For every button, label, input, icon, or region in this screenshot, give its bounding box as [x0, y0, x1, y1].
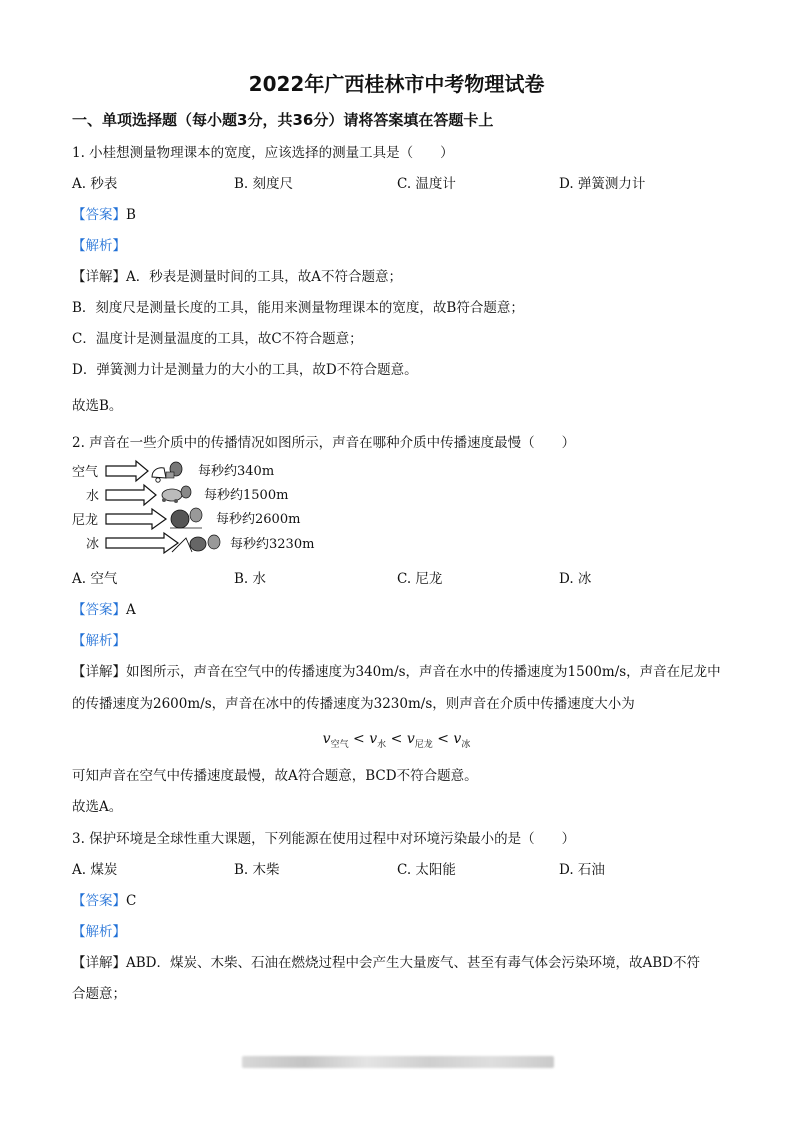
answer-value: B — [126, 207, 136, 223]
q2-stem: 2. 声音在一些介质中的传播情况如图所示，声音在哪种介质中传播速度最慢（ ） — [72, 435, 576, 451]
q3-option-a: A. 煤炭 — [72, 862, 118, 878]
arrow-icon — [106, 485, 156, 505]
q3-answer — [72, 889, 136, 909]
figure-speed-label: 每秒约340m — [198, 464, 275, 479]
formula-operator: < — [353, 731, 365, 747]
q2-options — [72, 567, 732, 587]
formula-subscript: 水 — [377, 739, 387, 750]
formula-symbol: v — [406, 731, 415, 747]
sound-speed-figure — [72, 456, 332, 560]
detail-text: 如图所示，声音在空气中的传播速度为340m/s，声音在水中的传播速度为1500m/s，声音在尼龙中 — [126, 664, 721, 680]
q1-options — [72, 172, 732, 192]
q2-option-c: C. 尼龙 — [397, 571, 443, 587]
q1-option-c: C. 温度计 — [397, 176, 456, 192]
q1-option-b: B. 刻度尺 — [234, 176, 294, 192]
detail-text: ABD．煤炭、木柴、石油在燃烧过程中会产生大量废气、甚至有毒气体会污染环境，故ABD不符 — [126, 955, 700, 971]
detail-tag: 【详解】 — [72, 955, 126, 971]
q1-conclusion: 故选B。 — [72, 398, 123, 414]
q1-stem: 1. 小桂想测量物理课本的宽度，应该选择的测量工具是（ ） — [72, 145, 454, 161]
formula-symbol: v — [369, 731, 378, 747]
formula-operator: < — [437, 731, 449, 747]
figure-speed-label: 每秒约3230m — [230, 537, 315, 552]
q3-option-d: D. 石油 — [559, 862, 605, 878]
q2-option-a: A. 空气 — [72, 571, 118, 587]
q2-analysis-tag: 【解析】 — [72, 633, 126, 649]
formula-symbol: v — [453, 731, 462, 747]
figure-medium-label: 冰 — [86, 537, 100, 552]
q2-detail-2: 的传播速度为2600m/s，声音在冰中的传播速度为3230m/s，则声音在介质中传播速度大小为 — [72, 696, 635, 712]
figure-speed-label: 每秒约1500m — [204, 488, 289, 503]
figure-listener-icon — [152, 462, 182, 482]
formula-subscript: 冰 — [461, 739, 471, 750]
detail-text: A．秒表是测量时间的工具，故A不符合题意； — [126, 269, 402, 285]
q1-answer — [72, 203, 136, 223]
figure-listener-icon — [162, 486, 191, 503]
q1-detail-a — [72, 265, 402, 285]
answer-tag: 【答案】 — [72, 602, 126, 618]
q3-analysis-tag: 【解析】 — [72, 924, 126, 940]
q2-answer — [72, 598, 136, 618]
detail-tag: 【详解】 — [72, 269, 126, 285]
answer-tag: 【答案】 — [72, 893, 126, 909]
answer-value: A — [126, 602, 136, 618]
q1-option-d: D. 弹簧测力计 — [559, 176, 646, 192]
answer-value: C — [126, 893, 137, 909]
q2-option-b: B. 水 — [234, 571, 267, 587]
blurred-footer-watermark — [242, 1056, 554, 1068]
figure-listener-icon — [170, 508, 202, 528]
formula-symbol: v — [322, 731, 331, 747]
q3-detail-1 — [72, 951, 700, 971]
q2-conclusion: 故选A。 — [72, 799, 123, 815]
q2-detail-3: 可知声音在空气中传播速度最慢，故A符合题意，BCD不符合题意。 — [72, 768, 478, 784]
answer-tag: 【答案】 — [72, 207, 126, 223]
detail-tag: 【详解】 — [72, 664, 126, 680]
q1-detail-b: B．刻度尺是测量长度的工具，能用来测量物理课本的宽度，故B符合题意； — [72, 300, 524, 316]
figure-listener-icon — [172, 535, 220, 552]
arrow-icon — [106, 509, 166, 529]
q1-analysis-tag: 【解析】 — [72, 238, 126, 254]
section-heading: 一、单项选择题（每小题3分，共36分）请将答案填在答题卡上 — [72, 111, 494, 129]
q2-detail-1 — [72, 660, 721, 680]
q3-option-b: B. 木柴 — [234, 862, 280, 878]
arrow-icon — [106, 533, 178, 553]
q3-detail-2: 合题意； — [72, 986, 126, 1002]
q1-option-a: A. 秒表 — [72, 176, 118, 192]
q3-options — [72, 858, 732, 878]
q2-option-d: D. 冰 — [559, 571, 592, 587]
figure-medium-label: 空气 — [72, 465, 99, 480]
figure-medium-label: 尼龙 — [72, 513, 99, 528]
q1-detail-d: D．弹簧测力计是测量力的大小的工具，故D不符合题意。 — [72, 362, 418, 378]
page-title: 2022年广西桂林市中考物理试卷 — [248, 72, 545, 96]
speed-inequality-formula — [0, 731, 793, 750]
q1-detail-c: C．温度计是测量温度的工具，故C不符合题意； — [72, 331, 363, 347]
q3-option-c: C. 太阳能 — [397, 862, 456, 878]
q3-stem: 3. 保护环境是全球性重大课题，下列能源在使用过程中对环境污染最小的是（ ） — [72, 831, 576, 847]
arrow-icon — [106, 461, 148, 481]
formula-subscript: 空气 — [330, 739, 349, 750]
figure-medium-label: 水 — [86, 489, 100, 504]
formula-operator: < — [390, 731, 403, 747]
formula-subscript: 尼龙 — [414, 739, 433, 750]
figure-speed-label: 每秒约2600m — [216, 512, 301, 527]
